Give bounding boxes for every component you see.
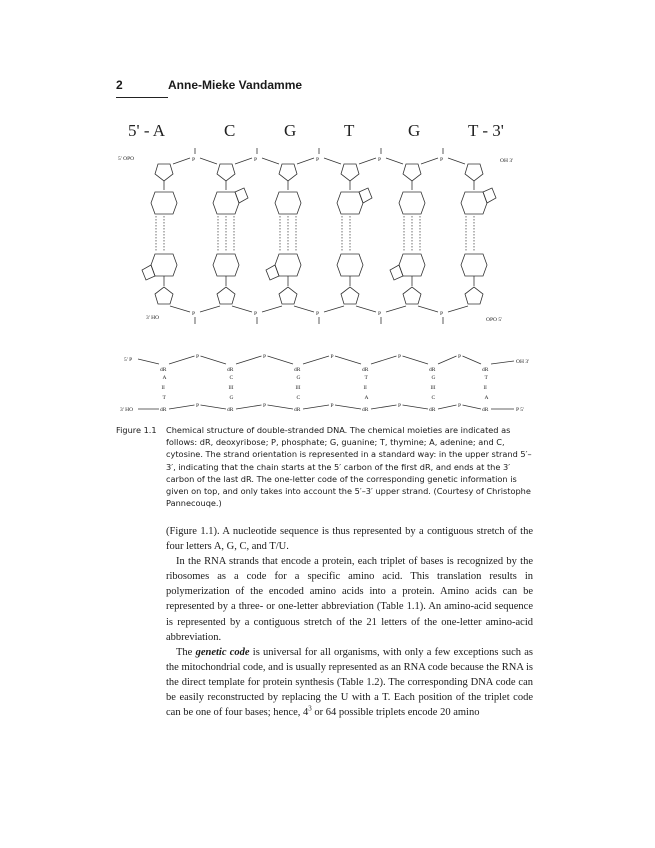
base-ring-top [399,192,425,214]
ladder-phosphate: P [398,354,402,360]
ladder-backbone [268,356,294,364]
backbone-bond [386,158,403,164]
ladder-base-top: C [229,375,234,381]
ladder-backbone [335,405,361,409]
paragraph: In the RNA strands that encode a protein, each triplet of bases is recognized by the ribosomes as a code for a specific amino acid. This translation results in polymerization of the encoded amino acids into a protein. Amino acids can be represented by a three- or one-letter abbreviation (Table 1.1). An amino-acid sequence is represented by a contiguous stretch of the 21 letters of the one-letter amino-acid abbreviation. [166,556,533,643]
text-run: is universal for all organisms, with only a few exceptions such as the mitochondrial code, and is usually represented as an RNA code because the RNA is the direct template for protein synthesis (Table 1.2). The corresponding DNA code can be easily reconstructed by replacing the U with a T. Each position of the triplet code can be one of four bases; hence, 4 [166,646,533,719]
backbone-bond [448,158,465,164]
deoxyribose-label: dR [362,407,369,413]
superscript: 3 [308,704,312,713]
sequence-letter: G [408,121,421,140]
backbone-bond [418,306,438,312]
backbone-bond [200,306,220,312]
ladder-backbone [303,356,329,364]
backbone-bond [359,158,376,164]
base-ring-top [483,188,496,203]
deoxyribose-label: dR [160,367,167,373]
backbone-bond [297,158,314,164]
phosphate-label: P [254,311,258,317]
base-ring-top [337,192,363,214]
ladder-end-label: P 5' [516,407,524,413]
ladder-backbone [303,405,329,409]
ladder-end-label: 3' HO [120,407,134,413]
phosphate-label: P [316,311,320,317]
sequence-letter: T [344,121,355,140]
sugar-ring-bottom [341,287,359,304]
ladder-backbone [138,359,159,364]
ladder-phosphate: P [330,403,334,409]
figure-dna-structure [116,112,546,417]
base-ring-top [359,188,372,203]
sequence-letter: G [284,121,297,140]
deoxyribose-label: dR [362,367,369,373]
backbone-bond [232,306,252,312]
ladder-backbone [371,356,397,364]
ladder-backbone [438,356,457,364]
deoxyribose-label: dR [429,407,436,413]
base-ring-bottom [266,265,279,280]
base-ring-bottom [213,254,239,276]
backbone-bond [356,306,376,312]
caption-label: Figure 1.1 [116,425,157,435]
header-rule [116,97,168,98]
ladder-backbone [201,405,227,409]
sequence-letter: 5' - A [128,121,166,140]
sugar-ring-top [217,164,235,181]
deoxyribose-label: dR [227,367,234,373]
ladder-base-bottom: T [162,395,166,401]
running-header-author: Anne-Mieke Vandamme [168,78,303,92]
base-ring-bottom [390,265,403,280]
text-run: or 64 possible triplets encode 20 amino [311,707,480,719]
ladder-phosphate: P [196,354,200,360]
ladder-phosphate: P [263,403,267,409]
deoxyribose-label: dR [482,407,489,413]
ladder-end-label: OH 3' [516,359,530,365]
phosphate-label: P [316,157,320,163]
sugar-ring-top [465,164,483,181]
deoxyribose-label: dR [482,367,489,373]
backbone-bond [386,306,406,312]
sugar-ring-top [279,164,297,181]
sugar-ring-bottom [403,287,421,304]
text-run: The [176,646,196,658]
ladder-hbond-mark: III [295,386,301,391]
sugar-ring-top [341,164,359,181]
sequence-letter: T - 3' [468,121,504,140]
phosphate-label: P [192,157,196,163]
base-ring-bottom [461,254,487,276]
ladder-end-label: 5' P [124,357,133,363]
base-ring-top [151,192,177,214]
phosphate-label: P [440,157,444,163]
ladder-base-bottom: G [229,395,234,401]
sequence-letter: C [224,121,236,140]
base-ring-bottom [151,254,177,276]
base-ring-bottom [275,254,301,276]
backbone-bond [173,158,190,164]
sugar-ring-bottom [465,287,483,304]
strand-end-label: 3' HO [146,315,160,321]
sugar-ring-bottom [155,287,173,304]
ladder-backbone [463,405,482,409]
ladder-hbond-mark: III [228,386,234,391]
ladder-hbond-mark: III [430,386,436,391]
ladder-backbone [268,405,294,409]
deoxyribose-label: dR [227,407,234,413]
paragraph: (Figure 1.1). A nucleotide sequence is thus represented by a contiguous stretch of the four letters A, G, C, and T/U. [166,526,533,553]
ladder-hbond-mark: II [363,386,367,391]
ladder-backbone [403,356,429,364]
base-ring-top [235,188,248,203]
backbone-bond [170,306,190,312]
dna-diagram [116,112,546,417]
phosphate-label: P [378,157,382,163]
ladder-base-bottom: C [431,395,436,401]
backbone-bond [262,306,282,312]
running-header [116,78,546,100]
ladder-base-bottom: A [484,395,489,401]
base-ring-top [461,192,487,214]
phosphate-label: P [440,311,444,317]
deoxyribose-label: dR [429,367,436,373]
strand-end-label: OH 3' [500,158,514,164]
ladder-base-bottom: C [296,395,301,401]
key-term: genetic code [195,646,250,658]
ladder-backbone [463,356,482,364]
deoxyribose-label: dR [294,367,301,373]
ladder-backbone [201,356,227,364]
deoxyribose-label: dR [294,407,301,413]
ladder-backbone [169,356,195,364]
strand-end-label: OPO 5' [486,317,503,323]
backbone-bond [294,306,314,312]
ladder-backbone [491,361,514,364]
base-ring-top [275,192,301,214]
ladder-base-top: G [296,375,301,381]
sugar-ring-top [403,164,421,181]
sugar-ring-top [155,164,173,181]
backbone-bond [262,158,279,164]
ladder-phosphate: P [458,354,462,360]
ladder-phosphate: P [196,403,200,409]
backbone-bond [448,306,468,312]
ladder-backbone [169,405,195,409]
phosphate-label: P [254,157,258,163]
ladder-base-top: A [162,375,167,381]
phosphate-label: P [192,311,196,317]
ladder-backbone [236,356,262,364]
ladder-phosphate: P [263,354,267,360]
backbone-bond [324,158,341,164]
strand-end-label: 5' OPO [118,156,135,162]
base-ring-bottom [337,254,363,276]
ladder-backbone [236,405,262,409]
ladder-hbond-mark: II [161,386,165,391]
sugar-ring-bottom [217,287,235,304]
ladder-phosphate: P [458,403,462,409]
backbone-bond [200,158,217,164]
ladder-base-top: T [484,375,488,381]
phosphate-label: P [378,311,382,317]
ladder-backbone [371,405,397,409]
ladder-backbone [335,356,361,364]
base-ring-bottom [399,254,425,276]
backbone-bond [235,158,252,164]
deoxyribose-label: dR [160,407,167,413]
backbone-bond [324,306,344,312]
base-ring-top [213,192,239,214]
ladder-backbone [403,405,429,409]
ladder-hbond-mark: II [483,386,487,391]
backbone-bond [421,158,438,164]
ladder-backbone [438,405,457,409]
caption-text: Chemical structure of double-stranded DNA. The chemical moieties are indicated as follows: dR, deoxyribose; P, phosphate; G, guanine; T, thymine; A, adenine; and C, cytosine. The strand orientation is represented in a standard way: in the upper strand 5′–3′, indicating that the chain starts at the 5′ carbon of the first dR, and ends at the 3′ carbon of the last dR. The one-letter code of the corresponding genetic information is given on top, and only takes into account the 5′–3′ upper strand. (Courtesy of Christophe Pannecouqe.) [166,425,532,509]
ladder-phosphate: P [330,354,334,360]
body-text [166,524,533,720]
sugar-ring-bottom [279,287,297,304]
base-ring-bottom [142,265,155,280]
page-number: 2 [116,78,123,92]
ladder-base-top: G [431,375,436,381]
ladder-phosphate: P [398,403,402,409]
paragraph [166,645,533,720]
ladder-base-top: T [364,375,368,381]
ladder-base-bottom: A [364,395,369,401]
